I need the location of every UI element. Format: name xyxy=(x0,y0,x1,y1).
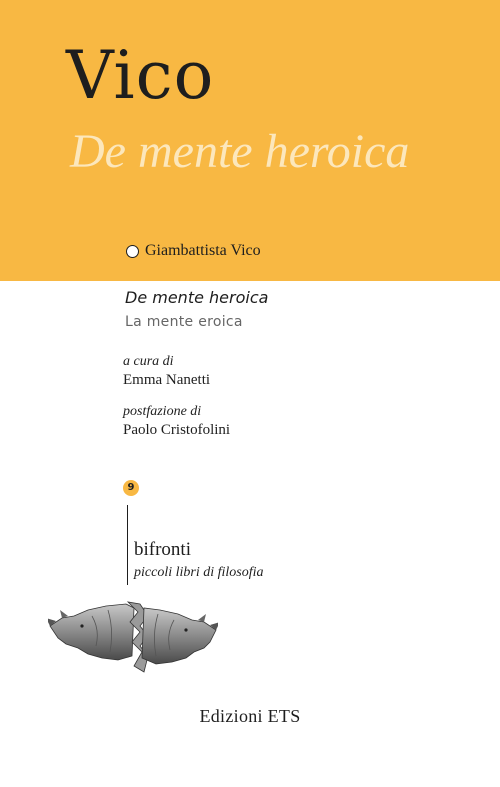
postface-label: postfazione di xyxy=(123,404,202,419)
series-subtitle: piccoli libri di filosofia xyxy=(134,565,264,580)
author-surname-title: Vico xyxy=(66,37,215,114)
editor-name: Emma Nanetti xyxy=(123,372,211,388)
author-full-name: Giambattista Vico xyxy=(145,242,261,259)
postface-author: Paolo Cristofolini xyxy=(123,422,231,438)
double-rhinoceros-logo-icon xyxy=(48,596,218,674)
series-divider xyxy=(127,505,128,585)
cover-header-band xyxy=(0,0,500,281)
volume-number-badge: 9 xyxy=(123,480,139,496)
work-subtitle: La mente eroica xyxy=(125,314,243,330)
series-name: bifronti xyxy=(134,539,191,560)
circle-bullet-icon xyxy=(126,245,139,258)
publisher-name: Edizioni ETS xyxy=(199,706,301,726)
author-line xyxy=(126,242,261,260)
work-title-large: De mente heroica xyxy=(70,125,410,178)
work-title: De mente heroica xyxy=(125,288,269,307)
editor-label: a cura di xyxy=(123,354,174,369)
